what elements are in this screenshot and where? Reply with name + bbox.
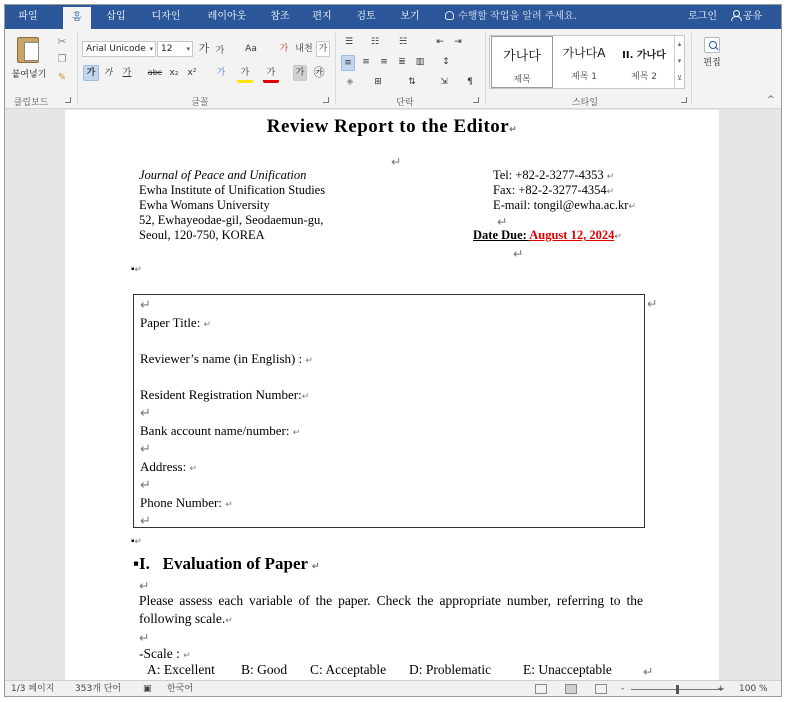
- style-name: 제목 2: [631, 72, 657, 82]
- bullet-mark: ▪↵: [131, 536, 143, 547]
- paragraph-mark: ↵: [139, 579, 150, 593]
- ribbon-tab-bar: [5, 5, 781, 29]
- align-left-icon[interactable]: ≡: [341, 55, 355, 71]
- tab-view[interactable]: 보기: [400, 11, 420, 22]
- style-sample: 가나다A: [562, 46, 606, 60]
- paragraph-mark: ↵: [134, 264, 143, 274]
- chevron-down-icon: ▾: [149, 45, 153, 53]
- tab-insert[interactable]: 삽입: [106, 11, 126, 22]
- grow-font-button[interactable]: 가: [198, 42, 210, 55]
- field-bank-account[interactable]: [140, 423, 300, 439]
- proofing-icon[interactable]: ▣: [143, 684, 152, 694]
- paragraph-mark: ↵: [391, 155, 402, 169]
- word-window: [4, 4, 782, 697]
- contact-email: [493, 198, 636, 213]
- highlight-button[interactable]: 가: [237, 66, 253, 83]
- read-mode-icon[interactable]: [535, 684, 547, 694]
- paragraph-mark: ↵: [189, 463, 198, 473]
- collapse-ribbon-icon[interactable]: ^: [767, 95, 775, 105]
- superscript-button[interactable]: x²: [187, 68, 197, 78]
- paragraph-mark: ↵: [628, 201, 636, 211]
- underline-button[interactable]: 가: [122, 68, 132, 78]
- paragraph-mark: ↵: [606, 171, 615, 181]
- scale-item: D: Problematic: [409, 662, 492, 677]
- line-spacing-icon[interactable]: ↕: [442, 57, 450, 67]
- field-label: Address:: [140, 459, 190, 474]
- print-layout-icon[interactable]: [565, 684, 577, 694]
- ribbon-home: [5, 29, 781, 109]
- instructions-text: Please assess each variable of the paper. Check the appropriate number, referring to the following scale.: [139, 593, 643, 626]
- contact-tel-text: Tel: +82-2-3277-4353: [493, 168, 604, 182]
- paragraph-mark: ↵: [140, 513, 151, 528]
- font-name-select[interactable]: [82, 41, 156, 57]
- bold-button[interactable]: 가: [83, 65, 99, 81]
- document-title: [65, 116, 719, 138]
- tab-home[interactable]: 홈: [63, 7, 91, 29]
- group-divider: [77, 33, 78, 105]
- document-page[interactable]: [65, 110, 719, 680]
- journal-name: Journal of Peace and Unification: [139, 168, 307, 182]
- document-title-text: Review Report to the Editor: [266, 116, 510, 137]
- font-size-select[interactable]: [157, 41, 193, 57]
- font-launcher-icon[interactable]: [323, 97, 329, 103]
- increase-indent-icon[interactable]: ⇥: [454, 37, 462, 47]
- text-effects-button[interactable]: 가: [216, 68, 226, 78]
- scale-label-text: -Scale :: [139, 646, 184, 661]
- subscript-button[interactable]: x₂: [169, 68, 179, 78]
- editing-label: 편집: [703, 58, 721, 68]
- zoom-in-button[interactable]: +: [717, 684, 725, 694]
- tab-review[interactable]: 검토: [356, 11, 376, 22]
- share-button[interactable]: [731, 5, 762, 29]
- paragraph-launcher-icon[interactable]: [473, 97, 479, 103]
- zoom-slider-thumb[interactable]: [676, 685, 679, 694]
- scale-item: A: Excellent: [147, 662, 215, 677]
- contact-tel: [493, 168, 614, 183]
- language-indicator[interactable]: 한국어: [167, 684, 194, 694]
- field-label: Resident Registration Number:: [140, 387, 302, 402]
- strikethrough-button[interactable]: abc: [147, 68, 163, 77]
- university-name: Ewha Womans University: [139, 198, 270, 212]
- paragraph-mark: ↵: [292, 427, 301, 437]
- phonetic-guide-button[interactable]: 내천: [295, 44, 313, 54]
- change-case-button[interactable]: Aa: [245, 44, 257, 54]
- person-icon: [731, 10, 740, 20]
- field-label: Phone Number:: [140, 495, 226, 510]
- section-heading: ▪I. Evaluation of Paper ↵: [133, 554, 320, 573]
- lightbulb-icon: [445, 11, 454, 20]
- paragraph-mark: ↵: [225, 499, 233, 509]
- paragraph-mark: ↵: [509, 124, 518, 134]
- date-due-label: Date Due:: [473, 228, 530, 242]
- field-label: Bank account name/number:: [140, 423, 293, 438]
- asian-layout-icon[interactable]: ⇲: [440, 77, 448, 87]
- italic-button[interactable]: 가: [103, 68, 113, 78]
- char-shading-button[interactable]: 가: [293, 65, 307, 81]
- style-title[interactable]: [491, 36, 553, 88]
- clear-format-button[interactable]: 가: [279, 44, 289, 54]
- zoom-level[interactable]: 100 %: [739, 684, 768, 694]
- cut-icon[interactable]: ✂: [57, 35, 67, 48]
- scale-item: B: Good: [241, 662, 288, 677]
- tab-file[interactable]: 파일: [18, 11, 38, 22]
- tab-layout[interactable]: 레이아웃: [207, 11, 247, 22]
- paragraph-mark: ↵: [305, 355, 314, 365]
- field-label: Paper Title:: [140, 315, 204, 330]
- word-count[interactable]: 353개 단어: [75, 684, 122, 694]
- paragraph-mark: ↵: [614, 231, 622, 241]
- paragraph-mark: ↵: [225, 615, 233, 625]
- clipboard-launcher-icon[interactable]: [65, 97, 71, 103]
- paragraph-mark: ↵: [140, 297, 151, 312]
- paragraph-mark: ↵: [139, 631, 150, 645]
- style-sample: 가나다: [503, 49, 541, 64]
- clipboard-group-label: 클립보드: [13, 98, 49, 108]
- paste-button-label[interactable]: 붙여넣기: [11, 70, 47, 80]
- contact-fax: [493, 183, 614, 198]
- contact-email-text: E-mail: tongil@ewha.ac.kr: [493, 198, 629, 212]
- editing-button[interactable]: [698, 37, 726, 87]
- decrease-indent-icon[interactable]: ⇤: [436, 37, 444, 47]
- styles-launcher-icon[interactable]: [681, 97, 687, 103]
- paragraph-mark: ↵: [203, 319, 212, 329]
- date-due-value: August 12, 2024: [529, 228, 615, 242]
- group-divider: [691, 33, 692, 105]
- field-reviewer-name[interactable]: [140, 351, 313, 367]
- page-count[interactable]: 1/3 페이지: [11, 684, 55, 694]
- web-layout-icon[interactable]: [595, 684, 607, 694]
- status-bar: [5, 680, 781, 697]
- field-label: Reviewer’s name (in English) :: [140, 351, 306, 366]
- bullets-icon[interactable]: ☰: [344, 37, 354, 47]
- paragraph-mark: ↵: [140, 405, 151, 420]
- bullet-mark: ▪↵: [131, 264, 143, 275]
- field-phone[interactable]: [140, 495, 233, 511]
- tab-mailings[interactable]: 편지: [312, 11, 332, 22]
- city-address: Seoul, 120-750, KOREA: [139, 228, 265, 242]
- tell-me-text: 수행할 작업을 알려 주세요.: [458, 11, 577, 22]
- chevron-down-icon: ▾: [186, 45, 190, 53]
- font-size-value: 12: [161, 44, 173, 54]
- paste-icon[interactable]: [17, 37, 39, 63]
- scale-label: [139, 646, 191, 662]
- field-address[interactable]: [140, 459, 197, 475]
- font-group-label: 글꼴: [191, 98, 209, 108]
- paragraph-mark: ↵: [140, 441, 151, 456]
- style-heading-1[interactable]: [553, 36, 615, 88]
- char-border-button[interactable]: 가: [316, 41, 330, 57]
- paragraph-mark: ↵: [301, 391, 310, 401]
- borders-icon[interactable]: ⊞: [374, 77, 382, 87]
- section-heading-text: I. Evaluation of Paper: [139, 554, 308, 573]
- field-resident-number[interactable]: [140, 387, 309, 403]
- styles-group-label: 스타일: [571, 98, 599, 108]
- contact-fax-text: Fax: +82-2-3277-4354: [493, 183, 607, 197]
- paragraph-group-label: 단락: [396, 98, 414, 108]
- shrink-font-button[interactable]: 가: [215, 46, 225, 56]
- document-area: [5, 110, 781, 680]
- style-name: 제목 1: [571, 72, 597, 82]
- distributed-icon[interactable]: ▥: [415, 57, 425, 67]
- group-divider: [485, 33, 486, 105]
- paragraph-mark: ↵: [497, 215, 508, 229]
- paragraph-mark: ↵: [140, 477, 151, 492]
- share-label: 공유: [743, 11, 763, 22]
- style-heading-2[interactable]: [613, 36, 675, 88]
- tell-me-search[interactable]: [445, 5, 577, 29]
- align-right-icon[interactable]: ≡: [380, 57, 388, 67]
- institute-name: Ewha Institute of Unification Studies: [139, 183, 326, 197]
- zoom-out-button[interactable]: -: [621, 684, 625, 694]
- copy-icon[interactable]: ❐: [57, 54, 67, 65]
- paragraph-mark: ↵: [183, 650, 191, 660]
- style-sample: II. 가나다: [622, 50, 666, 61]
- reviewer-info-box: [133, 294, 645, 528]
- paragraph-mark: ↵: [643, 665, 654, 679]
- multilevel-list-icon[interactable]: ☵: [398, 37, 408, 47]
- font-name-value: Arial Unicode: [86, 44, 146, 54]
- search-icon: [704, 37, 720, 53]
- scale-item: E: Unacceptable: [523, 662, 612, 677]
- tab-design[interactable]: 디자인: [151, 11, 181, 22]
- paragraph-mark: ↵: [647, 297, 658, 311]
- scale-item: C: Acceptable: [310, 662, 387, 677]
- paragraph-mark: ↵: [312, 561, 320, 571]
- paragraph-mark: ↵: [134, 536, 143, 546]
- date-due-line: [473, 228, 622, 243]
- numbering-icon[interactable]: ☷: [370, 37, 380, 47]
- enclose-chars-button[interactable]: ㉮: [313, 66, 325, 79]
- styles-scroll[interactable]: ▴ ▾ ⊻: [674, 36, 684, 88]
- login-button[interactable]: 로그인: [688, 11, 717, 22]
- paragraph-mark: ↵: [606, 186, 615, 196]
- field-paper-title[interactable]: [140, 315, 211, 331]
- sort-icon[interactable]: ⇅: [408, 77, 416, 87]
- justify-icon[interactable]: ≣: [398, 57, 406, 67]
- paragraph-mark: ↵: [513, 247, 524, 261]
- group-divider: [335, 33, 336, 105]
- font-color-button[interactable]: 가: [263, 66, 279, 83]
- style-name: 제목: [513, 75, 531, 85]
- instructions-paragraph: [139, 592, 643, 629]
- show-marks-icon[interactable]: ¶: [467, 77, 473, 87]
- styles-gallery: [489, 35, 685, 89]
- shading-icon[interactable]: ◈: [346, 77, 354, 87]
- street-address: 52, Ewhayeodae-gil, Seodaemun-gu,: [139, 213, 324, 227]
- format-painter-icon[interactable]: ✎: [57, 72, 67, 83]
- tab-references[interactable]: 참조: [270, 11, 290, 22]
- align-center-icon[interactable]: ≡: [362, 57, 370, 67]
